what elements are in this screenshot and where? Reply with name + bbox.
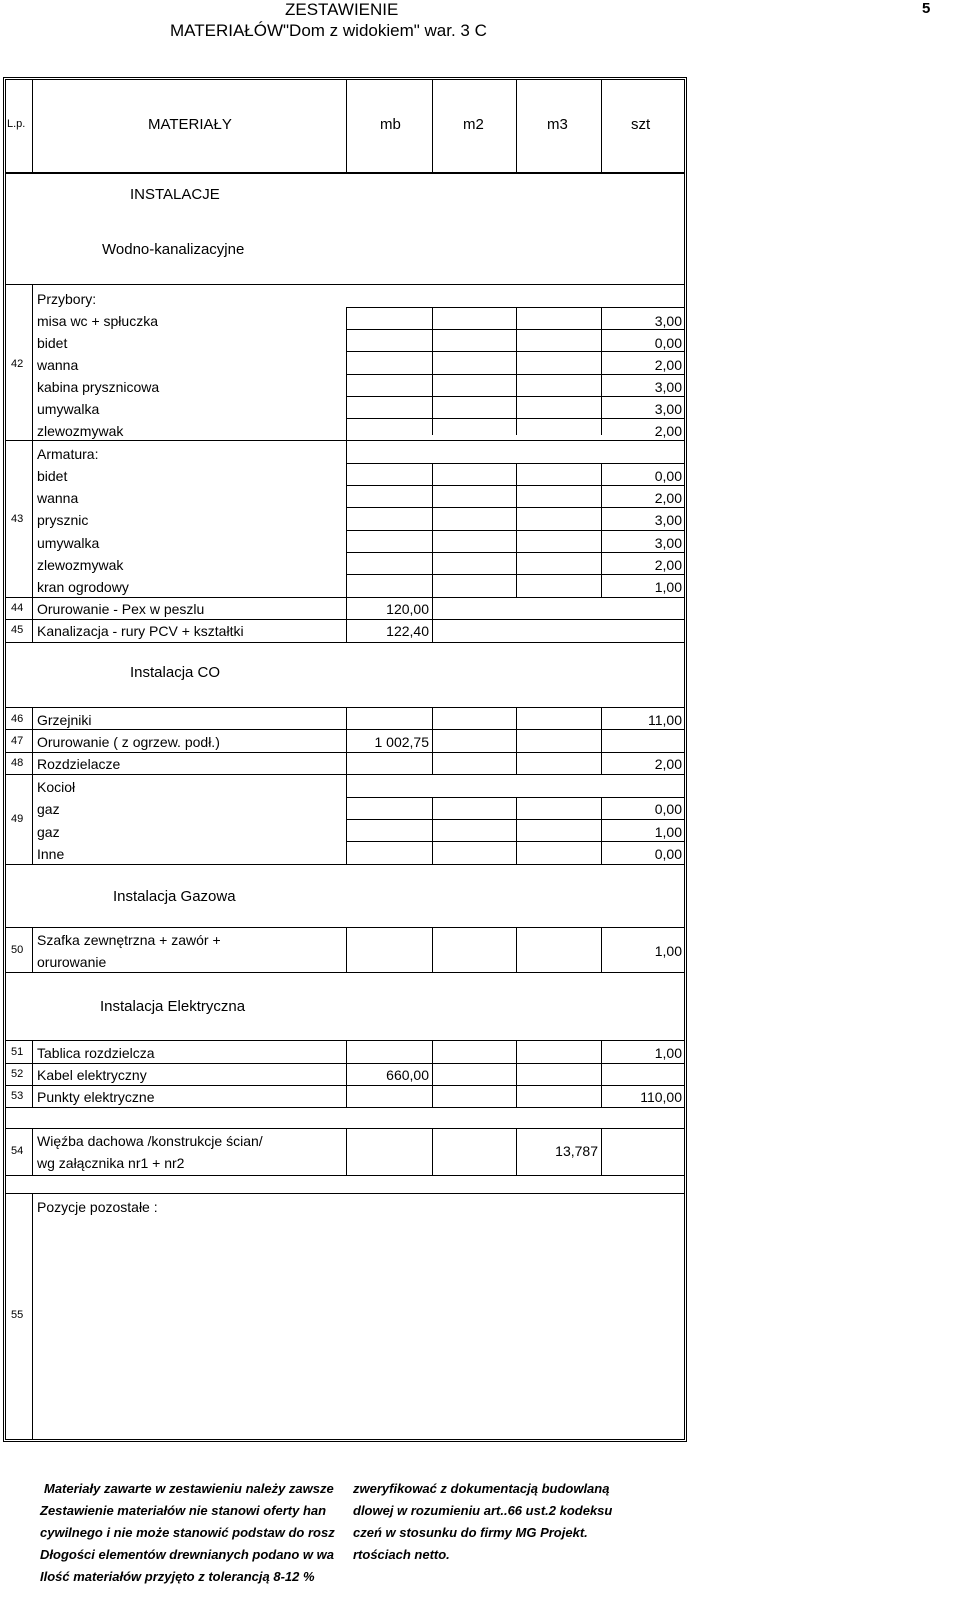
qty-szt: 11,00 bbox=[648, 712, 682, 728]
row-number: 45 bbox=[11, 624, 24, 636]
list-item: Orurowanie - Pex w peszlu bbox=[37, 601, 205, 617]
qty-szt: 3,00 bbox=[654, 535, 682, 551]
row-number: 50 bbox=[11, 944, 24, 956]
list-item: Armatura: bbox=[37, 446, 99, 462]
list-item: gaz bbox=[37, 801, 60, 817]
list-item: Przybory: bbox=[37, 291, 97, 307]
col-m3: m3 bbox=[547, 116, 568, 133]
col-szt: szt bbox=[631, 116, 651, 133]
section-co: Instalacja CO bbox=[130, 664, 221, 681]
list-item: bidet bbox=[37, 468, 68, 484]
list-item: Kanalizacja - rury PCV + kształtki bbox=[37, 623, 244, 639]
qty-szt: 3,00 bbox=[654, 401, 682, 417]
list-item: bidet bbox=[37, 335, 68, 351]
row-number: 48 bbox=[11, 757, 24, 769]
list-item: Kabel elektryczny bbox=[37, 1067, 147, 1083]
row-number: 55 bbox=[11, 1309, 24, 1321]
list-item: misa wc + spłuczka bbox=[37, 313, 158, 329]
qty-mb: 660,00 bbox=[386, 1067, 429, 1083]
footer-note-right-2: dlowej w rozumieniu art..66 ust.2 kodeksu bbox=[353, 1503, 613, 1518]
qty-szt: 0,00 bbox=[654, 468, 682, 484]
list-item: Pozycje pozostałe : bbox=[37, 1199, 158, 1215]
footer-note-right-4: rtościach netto. bbox=[353, 1547, 450, 1562]
list-item: kabina prysznicowa bbox=[37, 379, 160, 395]
col-mb: mb bbox=[380, 116, 401, 133]
section-wodno: Wodno-kanalizacyjne bbox=[102, 241, 245, 258]
list-item: zlewozmywak bbox=[37, 557, 124, 573]
list-item: Rozdzielacze bbox=[37, 756, 121, 772]
qty-szt: 3,00 bbox=[654, 512, 682, 528]
footer-note-left-1: Materiały zawarte w zestawieniu należy zawsze bbox=[44, 1481, 334, 1496]
row-number: 44 bbox=[11, 602, 24, 614]
list-item: Szafka zewnętrzna + zawór + bbox=[37, 932, 221, 948]
qty-m3: 13,787 bbox=[555, 1143, 598, 1159]
list-item: gaz bbox=[37, 824, 60, 840]
row-number: 49 bbox=[11, 813, 24, 825]
qty-szt: 1,00 bbox=[654, 579, 682, 595]
list-item: wg załącznika nr1 + nr2 bbox=[37, 1155, 185, 1171]
footer-note-left-4: Dłogości elementów drewnianych podano w wa bbox=[40, 1547, 334, 1562]
title-line-1: ZESTAWIENIE bbox=[285, 0, 399, 19]
qty-szt: 0,00 bbox=[654, 801, 682, 817]
list-item: Punkty elektryczne bbox=[37, 1089, 155, 1105]
title-line-2: MATERIAŁÓW"Dom z widokiem" war. 3 C bbox=[170, 21, 487, 40]
row-number: 54 bbox=[11, 1145, 24, 1157]
qty-szt: 2,00 bbox=[654, 557, 682, 573]
qty-szt: 3,00 bbox=[654, 313, 682, 329]
list-item: wanna bbox=[37, 357, 79, 373]
list-item: Grzejniki bbox=[37, 712, 92, 728]
qty-mb: 120,00 bbox=[386, 601, 429, 617]
row-number: 52 bbox=[11, 1068, 24, 1080]
row-number: 43 bbox=[11, 513, 24, 525]
col-m2: m2 bbox=[463, 116, 484, 133]
qty-szt: 2,00 bbox=[654, 423, 682, 439]
list-item: Inne bbox=[37, 846, 65, 862]
qty-mb: 1 002,75 bbox=[374, 734, 429, 750]
footer-note-right-1: zweryfikować z dokumentacją budowlaną bbox=[353, 1481, 610, 1496]
qty-szt: 2,00 bbox=[654, 756, 682, 772]
row-number: 53 bbox=[11, 1090, 24, 1102]
list-item: wanna bbox=[37, 490, 79, 506]
row-number: 46 bbox=[11, 713, 24, 725]
list-item: kran ogrodowy bbox=[37, 579, 129, 595]
qty-szt: 1,00 bbox=[654, 1045, 682, 1061]
qty-szt: 0,00 bbox=[654, 846, 682, 862]
footer-note-left-3: cywilnego i nie może stanowić podstaw do rosz bbox=[40, 1525, 335, 1540]
list-item: Tablica rozdzielcza bbox=[37, 1045, 155, 1061]
footer-note-left-2: Zestawienie materiałów nie stanowi oferty han bbox=[40, 1503, 327, 1518]
qty-mb: 122,40 bbox=[386, 623, 429, 639]
qty-szt: 3,00 bbox=[654, 379, 682, 395]
list-item: umywalka bbox=[37, 535, 100, 551]
list-item: umywalka bbox=[37, 401, 100, 417]
row-number: 51 bbox=[11, 1046, 24, 1058]
list-item: Kocioł bbox=[37, 779, 76, 795]
qty-szt: 2,00 bbox=[654, 490, 682, 506]
footer-note-right-3: czeń w stosunku do firmy MG Projekt. bbox=[353, 1525, 588, 1540]
list-item: orurowanie bbox=[37, 954, 107, 970]
footer-note-left-5: Ilość materiałów przyjęto z tolerancją 8-12 % bbox=[40, 1569, 315, 1584]
section-gazowa: Instalacja Gazowa bbox=[113, 888, 236, 905]
col-materials: MATERIAŁY bbox=[148, 116, 232, 133]
page-number: 5 bbox=[922, 0, 931, 17]
list-item: Orurowanie ( z ogrzew. podł.) bbox=[37, 734, 220, 750]
col-lp: L.p. bbox=[7, 118, 26, 130]
qty-szt: 1,00 bbox=[654, 943, 682, 959]
list-item: zlewozmywak bbox=[37, 423, 124, 439]
list-item: prysznic bbox=[37, 512, 89, 528]
qty-szt: 2,00 bbox=[654, 357, 682, 373]
list-item: Więźba dachowa /konstrukcje ścian/ bbox=[37, 1133, 263, 1149]
section-instalacje: INSTALACJE bbox=[130, 186, 220, 203]
qty-szt: 110,00 bbox=[640, 1089, 682, 1105]
section-elektryczna: Instalacja Elektryczna bbox=[100, 998, 246, 1015]
qty-szt: 0,00 bbox=[654, 335, 682, 351]
row-number: 42 bbox=[11, 358, 24, 370]
qty-szt: 1,00 bbox=[654, 824, 682, 840]
row-number: 47 bbox=[11, 735, 24, 747]
